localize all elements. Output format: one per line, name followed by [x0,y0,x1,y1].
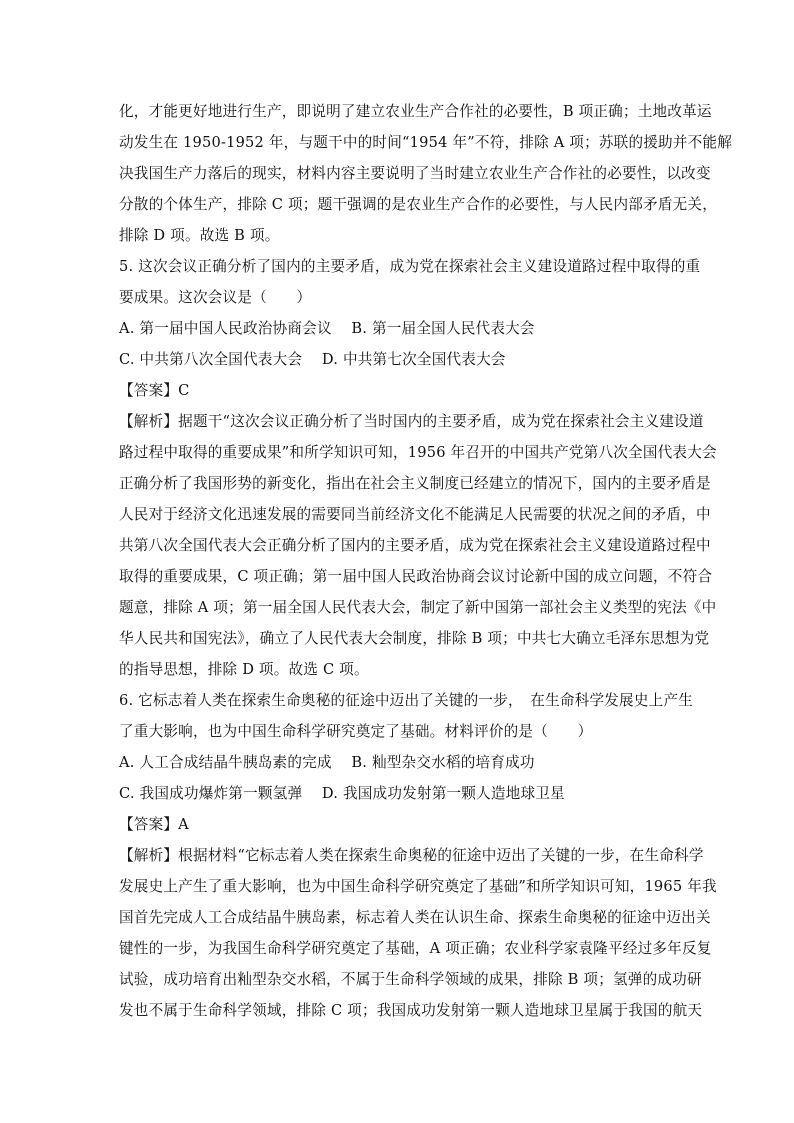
question-5-analysis: 路过程中取得的重要成果”和所学知识可知，1956 年召开的中国共产党第八次全国代表大会 [119,444,717,461]
text-line: 分散的个体生产，排除 C 项；题干强调的是农业生产合作的必要性，与人民内部矛盾无关， [119,196,718,213]
question-5-analysis: 正确分析了我国形势的新变化，指出在社会主义制度已经建立的情况下，国内的主要矛盾是 [119,475,711,492]
question-5-analysis: 的指导思想，排除 D 项。故选 C 项。 [119,661,369,678]
text-line: 排除 D 项。故选 B 项。 [119,227,280,244]
question-5-analysis: 取得的重要成果，C 项正确；第一届中国人民政治协商会议讨论新中国的成立问题，不符合 [119,568,713,585]
question-5-analysis: 人民对于经济文化迅速发展的需要同当前经济文化不能满足人民需要的状况之间的矛盾，中 [119,506,711,523]
question-6-options-ab: A. 人工合成结晶牛胰岛素的完成 B. 籼型杂交水稻的培育成功 [119,754,535,771]
text-line: 决我国生产力落后的现实，材料内容主要说明了当时建立农业生产合作社的必要性，以改变 [119,165,711,182]
question-5-analysis: 【解析】据题干“这次会议正确分析了当时国内的主要矛盾，成为党在探索社会主义建设道 [119,413,704,430]
question-5-options-cd: C. 中共第八次全国代表大会 D. 中共第七次全国代表大会 [119,351,506,368]
question-6-analysis: 国首先完成人工合成结晶牛胰岛素，标志着人类在认识生命、探索生命奥秘的征途中迈出关 [119,909,711,926]
question-5-stem: 要成果。这次会议是（ ） [119,289,312,306]
question-6-analysis: 【解析】根据材料“它标志着人类在探索生命奥秘的征途中迈出了关键的一步，在生命科学 [119,847,704,864]
question-5-stem: 5. 这次会议正确分析了国内的主要矛盾，成为党在探索社会主义建设道路过程中取得的重 [119,258,701,275]
question-5-analysis: 题意，排除 A 项；第一届全国人民代表大会，制定了新中国第一部社会主义类型的宪法《中 [119,599,717,616]
question-6-analysis: 发展史上产生了重大影响，也为中国生命科学研究奠定了基础”和所学知识可知，1965 年我 [119,878,717,895]
question-5-analysis: 华人民共和国宪法》，确立了人民代表大会制度，排除 B 项；中共七大确立毛泽东思想为党 [119,630,710,647]
question-6-analysis: 键性的一步，为我国生命科学研究奠定了基础，A 项正确；农业科学家袁隆平经过多年反复 [119,940,712,957]
text-line: 动发生在 1950-1952 年，与题干中的时间“1954 年”不符，排除 A 项；苏联的援助并不能解 [119,134,733,151]
question-5-answer: 【答案】C [119,382,190,399]
question-6-answer: 【答案】A [119,816,189,833]
question-6-analysis: 发也不属于生命科学领域，排除 C 项；我国成功发射第一颗人造地球卫星属于我国的航天 [119,1002,703,1019]
question-6-analysis: 试验，成功培育出籼型杂交水稻，不属于生命科学领域的成果，排除 B 项；氢弹的成功研 [119,971,702,988]
text-line: 化，才能更好地进行生产，即说明了建立农业生产合作社的必要性，B 项正确；土地改革运 [119,103,712,120]
question-6-stem: 了重大影响，也为中国生命科学研究奠定了基础。材料评价的是（ ） [119,723,593,740]
question-5-options-ab: A. 第一届中国人民政治协商会议 B. 第一届全国人民代表大会 [119,320,535,337]
question-6-options-cd: C. 我国成功爆炸第一颗氢弹 D. 我国成功发射第一颗人造地球卫星 [119,785,565,802]
question-6-stem: 6. 它标志着人类在探索生命奥秘的征途中迈出了关键的一步， 在生命科学发展史上产生 [119,692,694,709]
question-5-analysis: 共第八次全国代表大会正确分析了国内的主要矛盾，成为党在探索社会主义建设道路过程中 [119,537,711,554]
